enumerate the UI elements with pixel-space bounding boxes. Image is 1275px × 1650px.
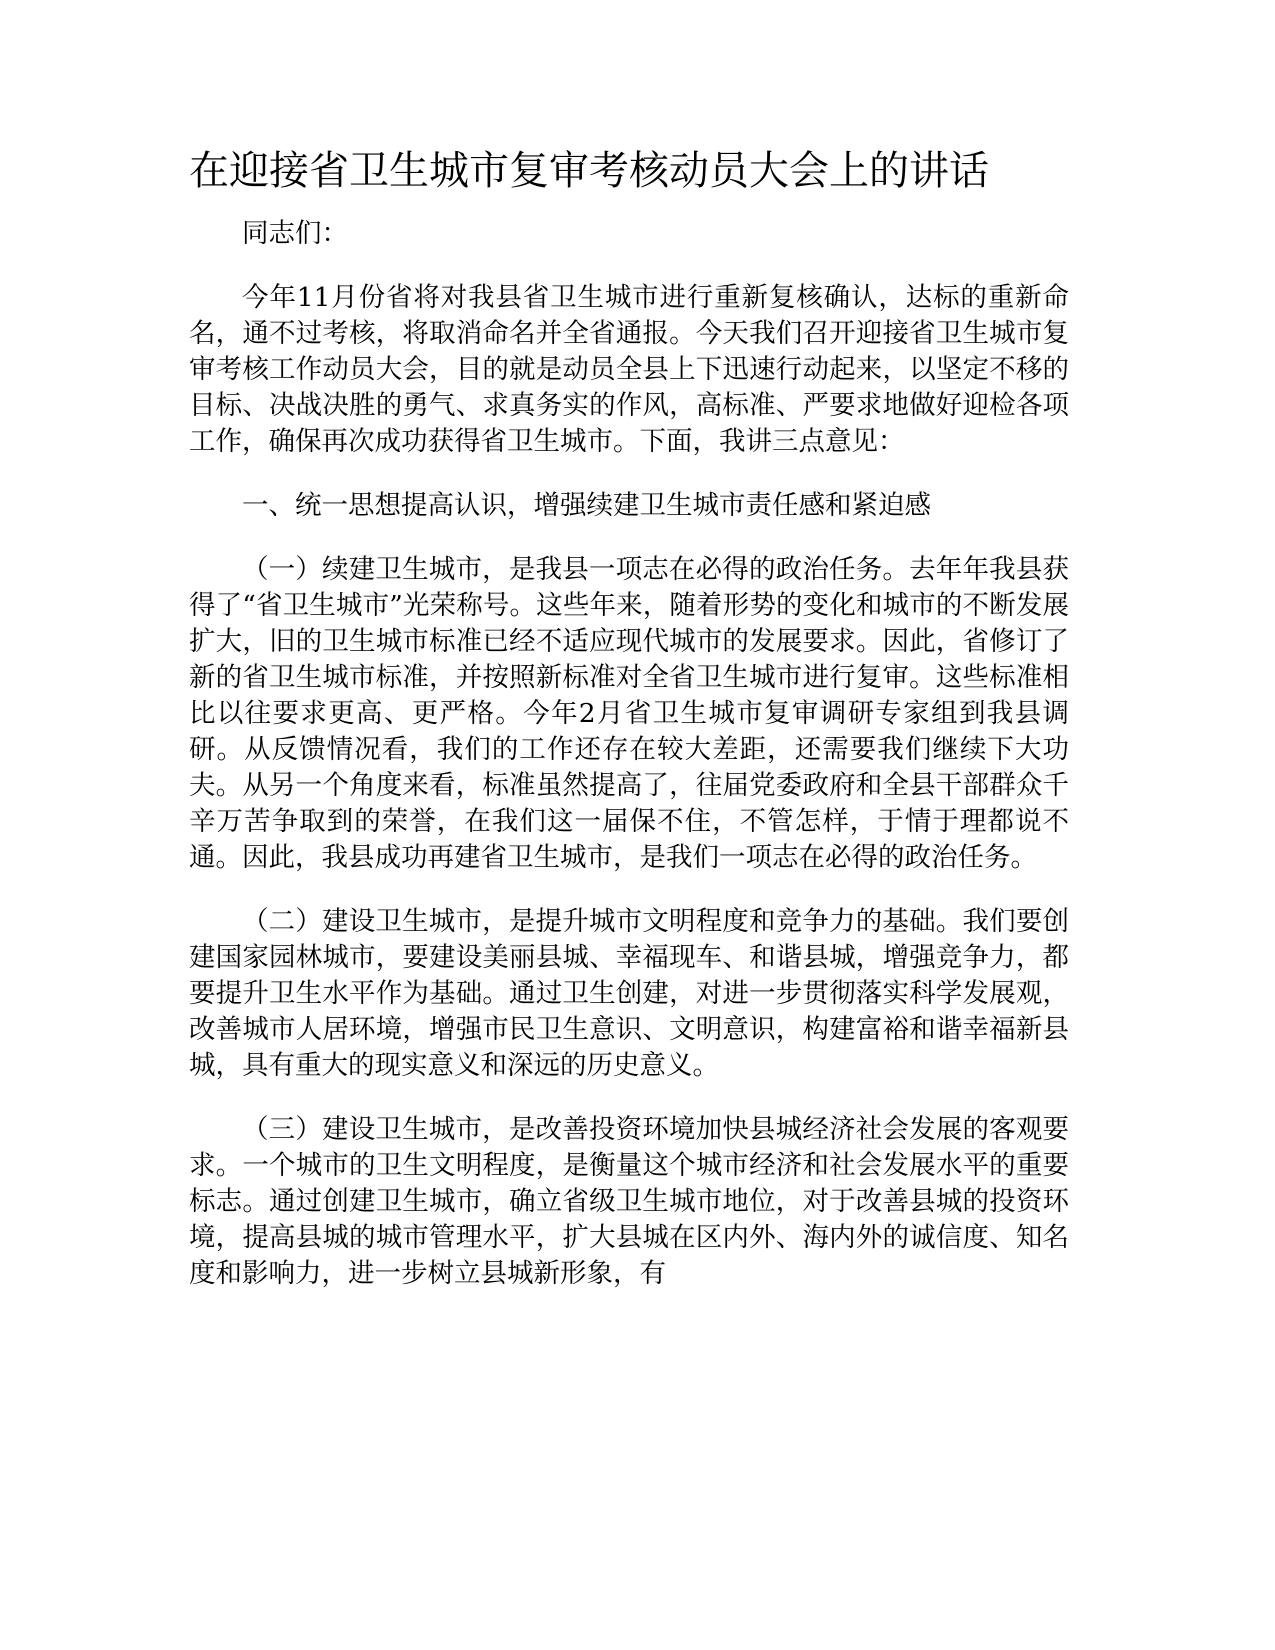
point-paragraph-1: （一）续建卫生城市，是我县一项志在必得的政治任务。去年年我县获得了“省卫生城市”光荣称号。这些年来，随着形势的变化和城市的不断发展扩大，旧的卫生城市标准已经不适应现代城市的发展要求。因此，省修订了新的省卫生城市标准，并按照新标准对全省卫生城市进行复审。这些标准相比以往要求更高、更严格。今年2月省卫生城市复审调研专家组到我县调研。从反馈情况看，我们的工作还存在较大差距，还需要我们继续下大功夫。从另一个角度来看，标准虽然提高了，往届党委政府和全县干部群众千辛万苦争取到的荣誉，在我们这一届保不住，不管怎样，于情于理都说不通。因此，我县成功再建省卫生城市，是我们一项志在必得的政治任务。 (189, 554, 1069, 873)
point-paragraph-3: （三）建设卫生城市，是改善投资环境加快县城经济社会发展的客观要求。一个城市的卫生文明程度，是衡量这个城市经济和社会发展水平的重要标志。通过创建卫生城市，确立省级卫生城市地位，对于改善县城的投资环境，提高县城的城市管理水平，扩大县城在区内外、海内外的诚信度、知名度和影响力，进一步树立县城新形象，有 (189, 1114, 1069, 1289)
point-paragraph-2: （二）建设卫生城市，是提升城市文明程度和竞争力的基础。我们要创建国家园林城市，要建设美丽县城、幸福现车、和谐县城，增强竞争力，都要提升卫生水平作为基础。通过卫生创建，对进一步贯彻落实科学发展观，改善城市人居环境，增强市民卫生意识、文明意识，构建富裕和谐幸福新县城，具有重大的现实意义和深远的历史意义。 (189, 906, 1069, 1081)
intro-paragraph: 今年11月份省将对我县省卫生城市进行重新复核确认，达标的重新命名，通不过考核，将取消命名并全省通报。今天我们召开迎接省卫生城市复审考核工作动员大会，目的就是动员全县上下迅速行动起来，以坚定不移的目标、决战决胜的勇气、求真务实的作风，高标准、严要求地做好迎检各项工作，确保再次成功获得省卫生城市。下面，我讲三点意见： (189, 282, 1069, 457)
greeting: 同志们： (242, 218, 348, 249)
section-heading: 一、统一思想提高认识，增强续建卫生城市责任感和紧迫感 (242, 490, 931, 521)
document-body (189, 148, 1069, 1292)
document-title: 在迎接省卫生城市复审考核动员大会上的讲话 (189, 148, 989, 194)
